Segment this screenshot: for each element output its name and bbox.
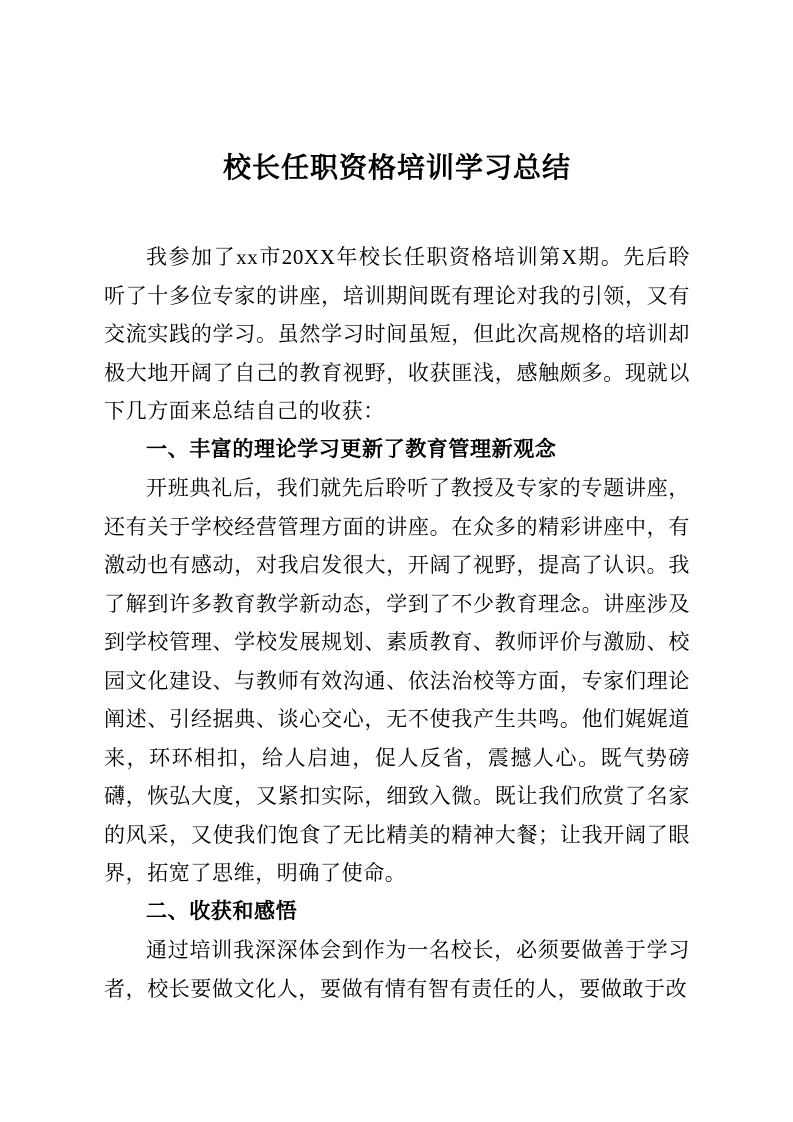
body-paragraph: 我参加了xx市20XX年校长任职资格培训第X期。先后聆听了十多位专家的讲座，培训期间既有理论对我的引领，又有交流实践的学习。虽然学习时间虽短，但此次高规格的培训却极大地开阔了自己的教育视野，收获匪浅，感触颇多。现就以下几方面来总结自己的收获： <box>104 245 690 423</box>
document-content <box>104 238 690 1008</box>
section-heading: 二、收获和感悟 <box>146 899 298 923</box>
body-paragraph: 通过培训我深深体会到作为一名校长，必须要做善于学习者，校长要做文化人，要做有情有智有责任的人，要做敢于改 <box>104 938 690 1001</box>
body-paragraph: 开班典礼后，我们就先后聆听了教授及专家的专题讲座，还有关于学校经营管理方面的讲座。在众多的精彩讲座中，有激动也有感动，对我启发很大，开阔了视野，提高了认识。我了解到许多教育教学新动态，学到了不少教育理念。讲座涉及到学校管理、学校发展规划、素质教育、教师评价与激励、校园文化建设、与教师有效沟通、依法治校等方面，专家们理论阐述、引经据典、谈心交心，无不使我产生共鸣。他们娓娓道来，环环相扣，给人启迪，促人反省，震撼人心。既气势磅礴，恢弘大度，又紧扣实际，细致入微。既让我们欣赏了名家的风采，又使我们饱食了无比精美的精神大餐；让我开阔了眼界，拓宽了思维，明确了使命。 <box>104 476 690 885</box>
section-heading: 一、丰富的理论学习更新了教育管理新观念 <box>146 437 557 461</box>
document-title: 校长任职资格培训学习总结 <box>222 152 571 183</box>
